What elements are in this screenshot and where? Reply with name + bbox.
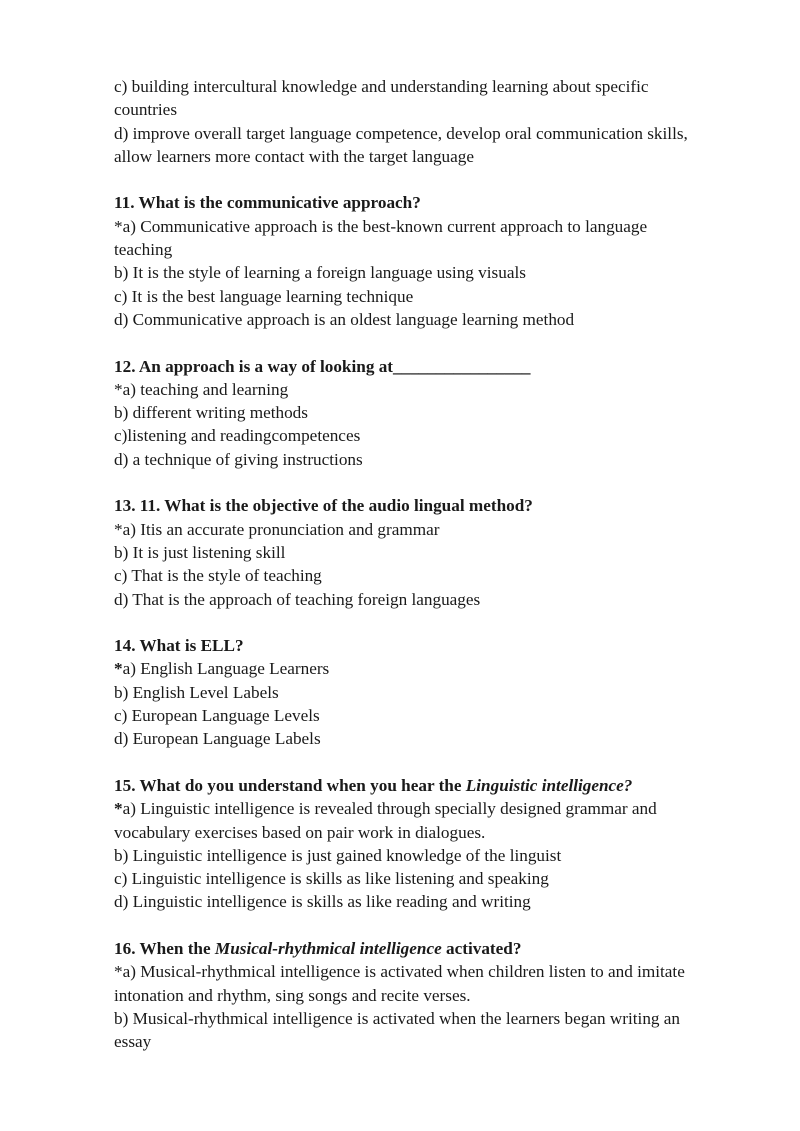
answer-b: b) Musical-rhythmical intelligence is activated when the learners began writing an: [114, 1008, 681, 1028]
answer-a: *a) Itis an accurate pronunciation and grammar: [114, 519, 440, 539]
question-title: [114, 937, 754, 960]
answer-a: *a) teaching and learning: [114, 379, 289, 399]
answer-c: c) It is the best language learning technique: [114, 286, 414, 306]
answer-b: b) different writing methods: [114, 403, 308, 423]
answer-b: b) Linguistic intelligence is just gained knowledge of the linguist: [114, 845, 562, 865]
question-13: [114, 494, 754, 610]
question-14: [114, 634, 754, 750]
answer-a-text: a) Linguistic intelligence is revealed through specially designed grammar and: [122, 799, 657, 819]
document-page: [114, 75, 754, 1077]
correct-marker: *: [114, 799, 123, 819]
answer-a-cont: intonation and rhythm, sing songs and recite verses.: [114, 985, 471, 1005]
answer-a: *a) Musical-rhythmical intelligence is activated when children listen to and imitate: [114, 962, 685, 982]
q10-continued: [114, 75, 754, 168]
correct-marker: *: [114, 659, 123, 679]
answer-c: c) European Language Levels: [114, 706, 320, 726]
question-title: 13. 11. What is the objective of the audio lingual method?: [114, 496, 533, 516]
answer-a: [114, 657, 754, 680]
answer-d-cont: allow learners more contact with the target language: [114, 146, 474, 166]
answer-c-cont: countries: [114, 100, 178, 120]
question-16: [114, 937, 754, 1053]
answer-d: d) European Language Labels: [114, 729, 321, 749]
question-text: 15. What do you understand when you hear the: [114, 775, 466, 795]
answer-d: d) Communicative approach is an oldest language learning method: [114, 309, 575, 329]
answer-a-cont: vocabulary exercises based on pair work in dialogues.: [114, 822, 486, 842]
question-title: 14. What is ELL?: [114, 636, 244, 656]
answer-c: c) That is the style of teaching: [114, 566, 322, 586]
answer-d: d) a technique of giving instructions: [114, 449, 363, 469]
answer-a-text: a) English Language Learners: [122, 659, 330, 679]
answer-b: b) English Level Labels: [114, 682, 279, 702]
question-term: Linguistic intelligence?: [465, 775, 633, 795]
question-text: 16. When the: [114, 938, 215, 958]
answer-d: d) Linguistic intelligence is skills as like reading and writing: [114, 892, 531, 912]
question-15: [114, 774, 754, 914]
answer-c: c) building intercultural knowledge and understanding learning about specific: [114, 77, 649, 96]
answer-c: c) Linguistic intelligence is skills as like listening and speaking: [114, 869, 549, 889]
question-title: 12. An approach is a way of looking at________________: [114, 356, 531, 376]
answer-d: d) That is the approach of teaching foreign languages: [114, 589, 481, 609]
question-title: 11. What is the communicative approach?: [114, 193, 421, 213]
answer-a: *a) Communicative approach is the best-known current approach to language: [114, 216, 648, 236]
answer-b: b) It is just listening skill: [114, 542, 286, 562]
question-11: [114, 191, 754, 331]
question-title: [114, 774, 754, 797]
answer-d: d) improve overall target language competence, develop oral communication skills,: [114, 123, 688, 143]
question-text-end: activated?: [441, 938, 522, 958]
answer-a: [114, 797, 754, 820]
answer-b: b) It is the style of learning a foreign language using visuals: [114, 263, 526, 283]
question-term: Musical-rhythmical intelligence: [214, 938, 442, 958]
answer-c: c)listening and readingcompetences: [114, 426, 361, 446]
answer-a-cont: teaching: [114, 240, 173, 260]
question-12: [114, 355, 754, 471]
answer-b-cont: essay: [114, 1032, 152, 1052]
